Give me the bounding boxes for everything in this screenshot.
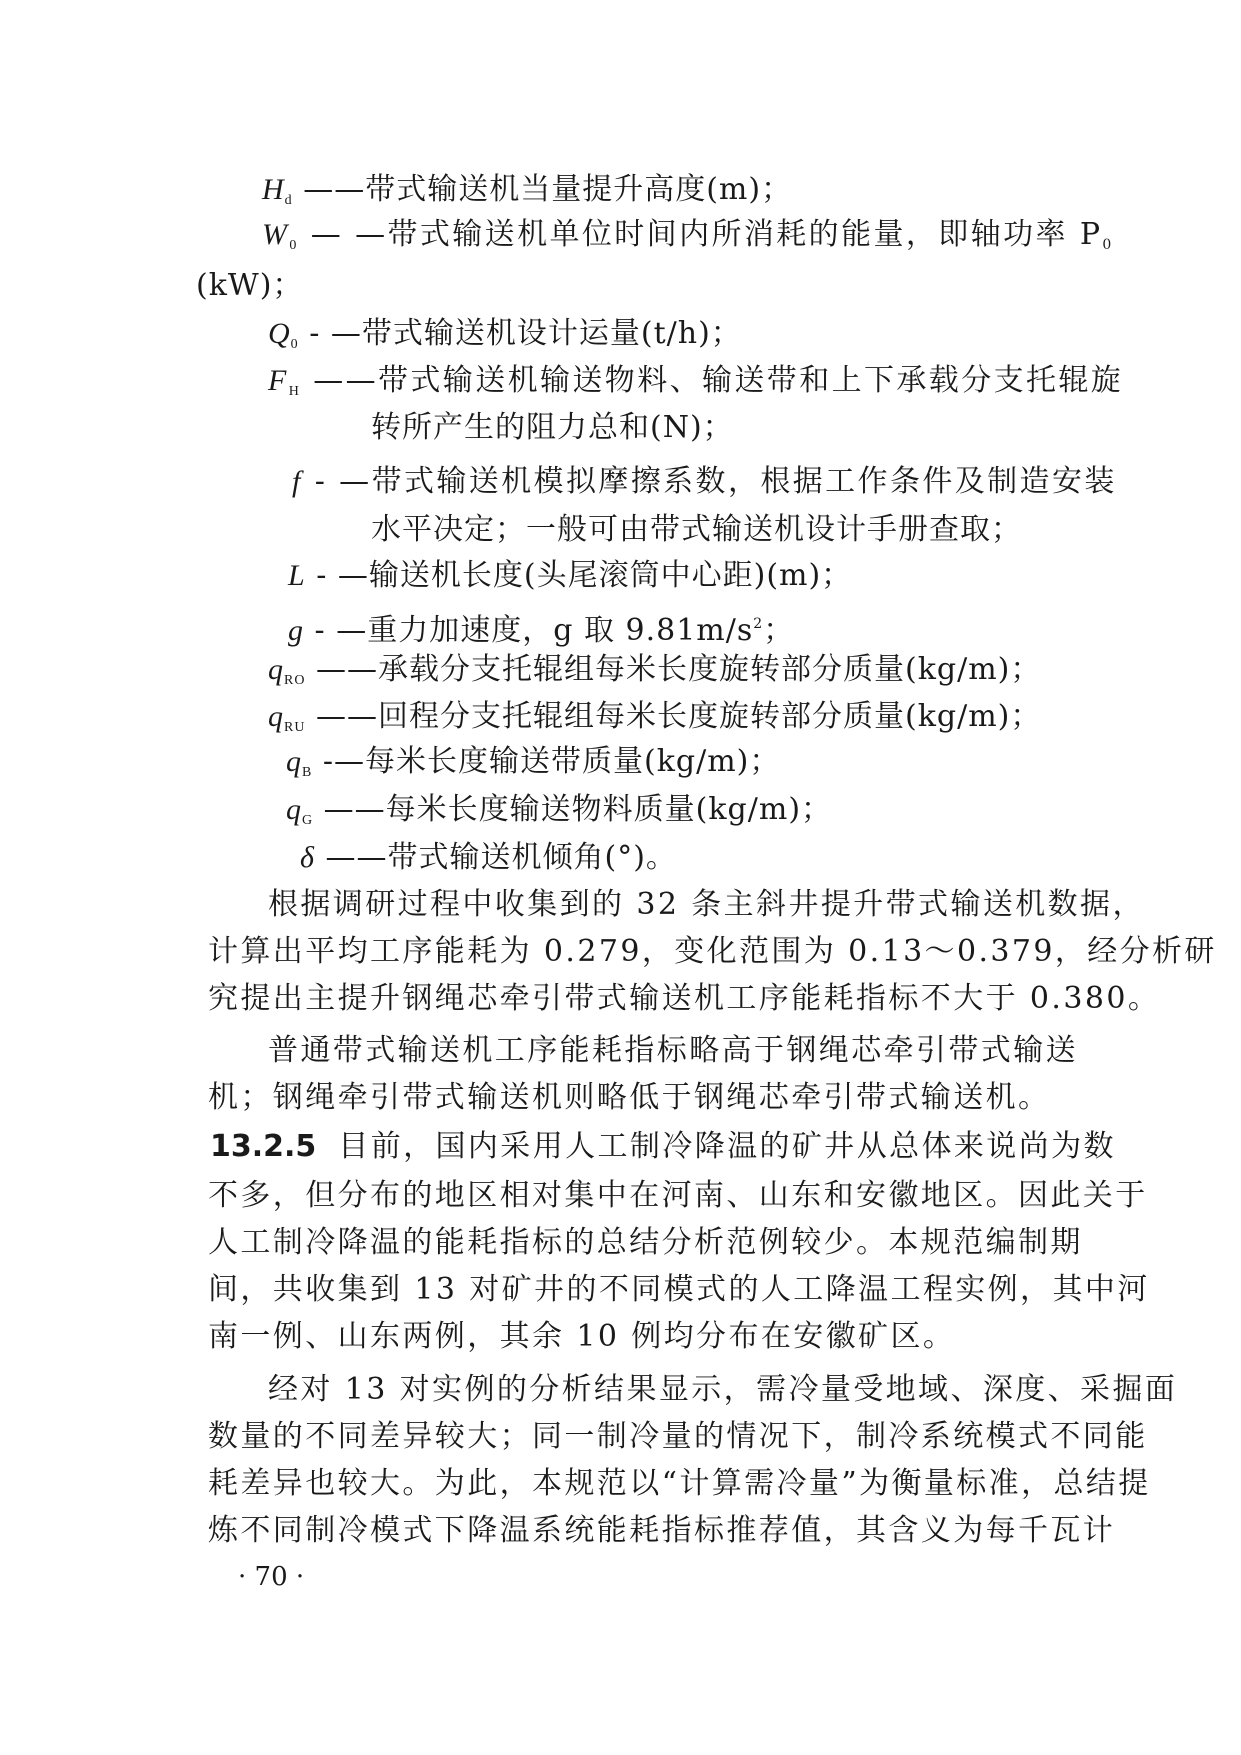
definition-text: 重力加速度，g 取 9.81m/s bbox=[367, 613, 754, 648]
symbol: δ bbox=[300, 841, 315, 874]
paragraph-line: 炼不同制冷模式下降温系统能耗指标推荐值，其含义为每千瓦计 bbox=[208, 1513, 1116, 1548]
paragraph-line: 间，共收集到 13 对矿井的不同模式的人工降温工程实例，其中河 bbox=[208, 1272, 1150, 1307]
symbol: L bbox=[288, 559, 306, 592]
definition-text: 带式输送机模拟摩擦系数，根据工作条件及制造安装 bbox=[371, 464, 1117, 499]
definition-fh-cont: 转所产生的阻力总和(N)； bbox=[371, 410, 734, 445]
definition-w0: $W_0$ — —带式输送机单位时间内所消耗的能量，即轴功率 $P_0$ bbox=[262, 217, 1114, 253]
definition-text: 带式输送机设计运量(t/h)； bbox=[361, 316, 742, 351]
definition-g: g - —重力加速度，g 取 $9.81m/s^2$； bbox=[288, 613, 795, 648]
paragraph-line: 南一例、山东两例，其余 10 例均分布在安徽矿区。 bbox=[208, 1319, 956, 1354]
symbol: $H_d$ bbox=[262, 173, 293, 208]
definition-hd bbox=[262, 170, 792, 221]
definition-text: 每米长度输送带质量(kg/m)； bbox=[365, 744, 781, 779]
symbol: $q_{RO}$ bbox=[268, 653, 306, 688]
symbol: f bbox=[292, 465, 303, 498]
paragraph-line: 经对 13 对实例的分析结果显示，需冷量受地域、深度、采掘面 bbox=[268, 1372, 1178, 1407]
dash: - — bbox=[314, 613, 368, 648]
paragraph-line: 机；钢绳牵引带式输送机则略低于钢绳芯牵引带式输送机。 bbox=[208, 1080, 1051, 1115]
symbol: $q_{RU}$ bbox=[268, 700, 306, 735]
dash: -— bbox=[322, 744, 366, 779]
definition-qro bbox=[268, 650, 1041, 701]
symbol: $Q_0$ bbox=[268, 317, 299, 352]
paragraph-line: 计算出平均工序能耗为 0.279，变化范围为 0.13～0.379，经分析研 bbox=[208, 934, 1217, 969]
dash: - — bbox=[309, 316, 362, 351]
page-number: · 70 · bbox=[238, 1562, 305, 1592]
definition-text: 带式输送机倾角(°)。 bbox=[387, 840, 677, 875]
symbol: $q_B$ bbox=[286, 745, 313, 780]
dash: —— bbox=[323, 792, 386, 827]
symbol: $F_H$ bbox=[268, 364, 302, 399]
definition-text: 承载分支托辊组每米长度旋转部分质量(kg/m)； bbox=[378, 652, 1042, 687]
definition-f bbox=[292, 462, 1117, 502]
dash: —— bbox=[316, 699, 378, 734]
paragraph-line: 普通带式输送机工序能耗指标略高于钢绳芯牵引带式输送 bbox=[268, 1033, 1078, 1068]
symbol: $W_0$ bbox=[262, 218, 299, 253]
definition-q0 bbox=[268, 314, 742, 365]
paragraph-line: 人工制冷降温的能耗指标的总结分析范例较少。本规范编制期 bbox=[208, 1225, 1083, 1260]
symbol: $q_G$ bbox=[286, 793, 314, 828]
definition-delta bbox=[300, 838, 677, 878]
dash: —— bbox=[313, 363, 378, 398]
definition-text: 带式输送机当量提升高度(m)； bbox=[365, 172, 793, 207]
paragraph-line: 究提出主提升钢绳芯牵引带式输送机工序能耗指标不大于 0.380。 bbox=[208, 981, 1161, 1016]
definition-l bbox=[288, 556, 852, 596]
definition-text: 输送机长度(头尾滚筒中心距)(m)； bbox=[368, 558, 853, 593]
paragraph-line: 数量的不同差异较大；同一制冷量的情况下，制冷系统模式不同能 bbox=[208, 1419, 1148, 1454]
definition-text: 带式输送机单位时间内所消耗的能量，即轴功率 P bbox=[387, 217, 1103, 252]
section-line: 13.2.5 目前，国内采用人工制冷降温的矿井从总体来说尚为数 bbox=[210, 1129, 1116, 1164]
dash: —— bbox=[303, 172, 366, 207]
paragraph-line: 耗差异也较大。为此，本规范以“计算需冷量”为衡量标准，总结提 bbox=[208, 1466, 1151, 1501]
definition-text: 带式输送机输送物料、输送带和上下承载分支托辊旋 bbox=[378, 363, 1124, 398]
dash: —— bbox=[325, 840, 388, 875]
section-number: 13.2.5 bbox=[210, 1129, 317, 1164]
definition-qg bbox=[286, 790, 832, 841]
dash: - — bbox=[316, 558, 369, 593]
definition-fh bbox=[268, 361, 1123, 412]
definition-qru bbox=[268, 697, 1041, 748]
paragraph-line: 不多，但分布的地区相对集中在河南、山东和安徽地区。因此关于 bbox=[208, 1178, 1148, 1213]
definition-f-cont: 水平决定；一般可由带式输送机设计手册查取； bbox=[371, 512, 1022, 547]
dash: — — bbox=[310, 217, 388, 252]
definition-text: 每米长度输送物料质量(kg/m)； bbox=[385, 792, 833, 827]
dash: —— bbox=[316, 652, 378, 687]
definition-w0-cont: (kW)； bbox=[196, 268, 304, 303]
definition-qb bbox=[286, 742, 780, 793]
definition-text: 回程分支托辊组每米长度旋转部分质量(kg/m)； bbox=[378, 699, 1042, 734]
dash: - — bbox=[314, 464, 372, 499]
symbol: g bbox=[288, 614, 304, 647]
paragraph-line: 根据调研过程中收集到的 32 条主斜井提升带式输送机数据， bbox=[268, 887, 1145, 922]
